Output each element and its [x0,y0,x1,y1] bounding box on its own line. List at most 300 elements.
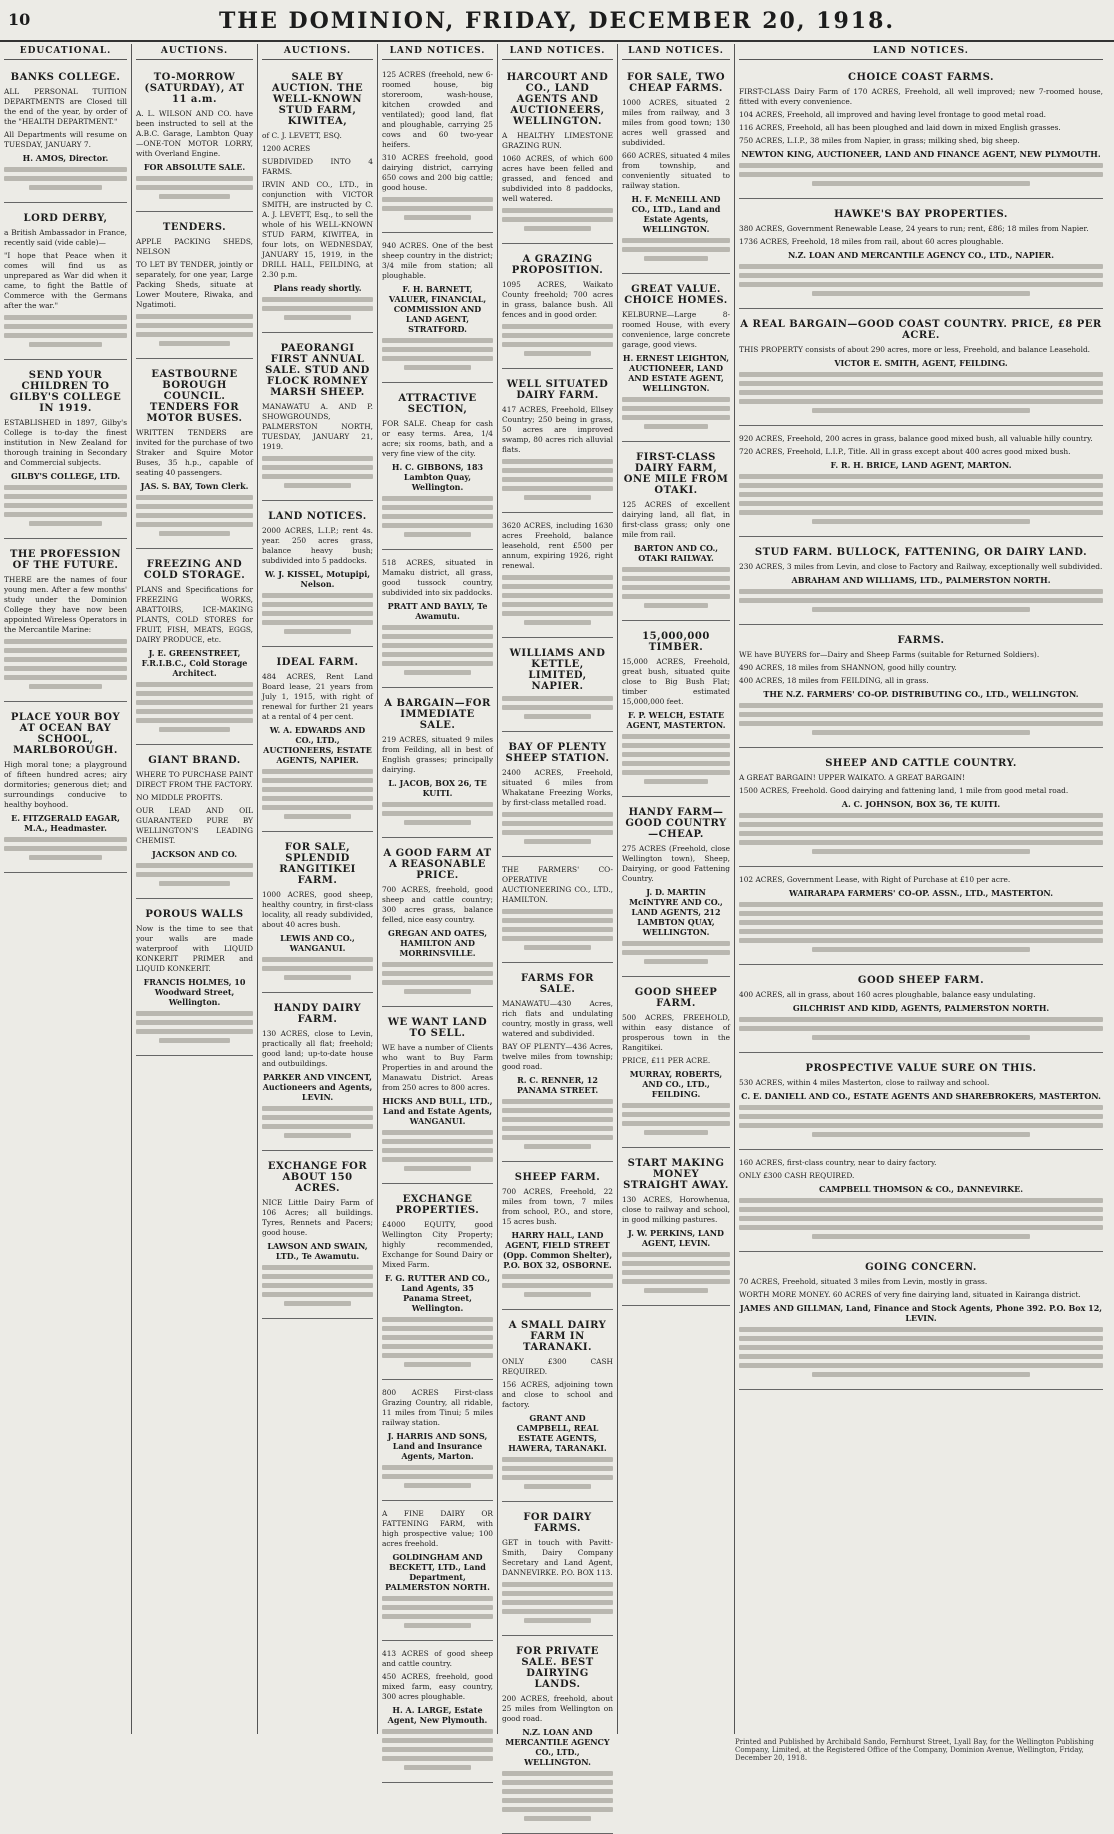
advertisement [739,969,1103,1053]
print-line [382,652,493,657]
print-line [502,1466,613,1471]
print-line [502,1108,613,1113]
print-line [136,522,253,527]
print-line [622,734,730,739]
ad-text: £4000 EQUITY, good Wellington City Property; highly recommended, Exchange for Sound Dairy or Mixed Farm. [382,1220,493,1269]
print-line [739,1017,1103,1022]
advertisement [262,997,373,1151]
print-line [622,594,730,599]
ad-signature: J. HARRIS AND SONS, Land and Insurance Agents, Marton. [387,1431,488,1461]
ad-text: "I hope that Peace when it comes will find us as unprepared as War did when it came, to fight the Battle of Commerce with the Germans after the war." [4,251,127,310]
ad-text: Now is the time to see that your walls are made waterproof with LIQUID KONKERIT PRIMER and LIQUID KONKERIT. [136,924,253,973]
print-line [262,602,373,607]
dense-print [136,682,253,732]
ad-text: of C. J. LEVETT, ESQ. [262,131,342,140]
print-line [739,163,1103,168]
print-line [4,333,127,338]
advertisement [502,1640,613,1834]
advertisement [262,66,373,333]
print-line [524,945,591,950]
print-line [502,1274,613,1279]
print-line [739,474,1103,479]
print-line [502,575,613,580]
dense-print [739,813,1103,854]
print-line [382,1729,493,1734]
print-line [382,1465,493,1470]
print-line [382,1335,493,1340]
ad-text: 104 ACRES, Freehold, all improved and having level frontage to good metal road. [739,110,1047,119]
print-line [284,1301,351,1306]
print-line [4,512,127,517]
print-line [4,648,127,653]
print-line [812,291,1030,296]
ad-heading: FOR SALE, SPLENDID RANGITIKEI FARM. [279,842,356,886]
print-line [382,625,493,630]
dense-print [622,941,730,964]
print-line [524,1484,591,1489]
print-line [382,1148,493,1153]
ad-text: THIS PROPERTY consists of about 290 acres, more or less, Freehold, and balance Leasehold. [739,345,1091,354]
advertisement [739,313,1103,426]
column-6 [618,44,735,1734]
ad-text: a British Ambassador in France, recently said (vide cable)— [4,228,127,247]
print-line [29,342,103,347]
ad-text: MANAWATU A. AND P. SHOWGROUNDS, PALMERSTON NORTH, TUESDAY, JANUARY 21, 1919. [262,402,373,451]
ad-signature: PRATT AND BAYLY, Te Awamutu. [387,601,488,621]
print-line [739,273,1103,278]
advertisement [382,1505,493,1641]
print-line [262,769,373,774]
print-line [382,962,493,967]
ad-text: 1000 ACRES, situated 2 miles from railway, and 3 miles from good town; 130 acres well grassed and subdivided. [622,98,730,147]
print-line [502,584,613,589]
print-line [739,483,1103,488]
dense-print [262,297,373,320]
print-line [4,485,127,490]
ad-signature: JACKSON AND CO. [151,849,238,859]
ad-heading: EXCHANGE PROPERTIES. [395,1194,480,1216]
print-line [136,504,253,509]
advertisement [262,1155,373,1319]
ad-text: BAY OF PLENTY—436 Acres, twelve miles from township; good road. [502,1042,613,1071]
ad-text: 130 ACRES, Horowhenua, close to railway and school, in good milking pastures. [622,1195,730,1224]
print-line [404,1623,471,1628]
dense-print [382,197,493,220]
print-line [812,849,1030,854]
dense-print [262,769,373,819]
ad-text: 1500 ACRES, Freehold. Good dairying and fattening land, 1 mile from good metal road. [739,786,1069,795]
ad-text: IRVIN AND CO., LTD., in conjunction with VICTOR SMITH, are instructed by C. A. J. LEVETT, Esq., to sell the whole of his WELL-KNOWN STUD FARM, KIWITEA, in four lots, on WEDNESDAY, JANUARY 15, 1919, in the DRILL HALL, FEILDING, at 2.30 p.m. [262,180,373,279]
print-line [739,264,1103,269]
print-line [622,761,730,766]
dense-print [739,589,1103,612]
ad-signature: GOLDINGHAM AND BECKETT, LTD., Land Department, PALMERSTON NORTH. [385,1552,490,1592]
dense-print [382,802,493,825]
advertisement [739,1154,1103,1252]
print-line [284,315,351,320]
ad-text: SUBDIVIDED INTO 4 FARMS. [262,157,373,176]
dense-print [502,1099,613,1149]
ad-text: NICE Little Dairy Farm of 106 Acres; all buildings. Tyres, Rennets and Pacers; good house. [262,1198,373,1237]
ad-heading: LORD DERBY, [23,213,108,224]
ad-text: A. L. WILSON AND CO. have been instructed to sell at the A.B.C. Garage, Lambton Quay—ONE-TON MOTOR LORRY, with Overland Engine. [136,109,253,158]
print-line [136,1011,253,1016]
ad-signature: H. C. GIBBONS, 183 Lambton Quay, Wellington. [391,462,484,492]
print-line [262,620,373,625]
ad-heading: LAND NOTICES. [268,511,367,522]
dense-print [382,1317,493,1367]
print-line [4,167,127,172]
ad-text: 484 ACRES, Rent Land Board lease, 21 years from July 1, 1915, with right of renewal for further 21 years at a rental of 4 per cent. [262,672,373,721]
print-line [159,341,229,346]
advertisement [502,1166,613,1310]
dense-print [4,167,127,190]
ad-text: KELBURNE—Large 8-roomed House, with every convenience, large concrete garage, good views. [622,310,730,349]
print-line [812,1234,1030,1239]
ad-signature: J. D. MARTIN McINTYRE AND CO., LAND AGENTS, 212 LAMBTON QUAY, WELLINGTON. [629,887,723,937]
print-line [812,947,1030,952]
ad-text: ESTABLISHED in 1897, Gilby's College is to-day the finest institution in New Zealand for thorough training in Secondary and Commercial subjects. [4,418,127,467]
ad-heading: GOOD SHEEP FARM. [857,975,985,986]
print-line [382,811,493,816]
print-line [622,1261,730,1266]
print-line [502,1609,613,1614]
dense-print [262,1265,373,1306]
print-line [524,1618,591,1623]
ad-text: TO LET BY TENDER, jointly or separately, for one year, Large Packing Sheds, situate at Lower Moutere, Riwaka, and Ngatimoti. [136,260,253,309]
dense-print [739,703,1103,735]
print-line [622,1270,730,1275]
print-line [524,495,591,500]
advertisement [739,66,1103,199]
print-line [622,567,730,572]
advertisement [382,1188,493,1380]
ad-text: 15,000 ACRES, Freehold, great bush, situated quite close to Big Bush Flat; timber estimated 15,000,000 feet. [622,657,730,706]
advertisement [502,861,613,963]
ad-text: 417 ACRES, Freehold, Ellsey Country; 250 being in grass, 50 acres are improved swamp, 80 acres rich alluvial flats. [502,405,613,454]
advertisement [136,216,253,359]
advertisement [382,1645,493,1783]
print-line [136,332,253,337]
ad-heading: FOR SALE, TWO CHEAP FARMS. [626,72,726,94]
advertisement [136,363,253,549]
ad-signature: FOR ABSOLUTE SALE. [143,162,246,172]
ad-signature: J. E. GREENSTREET, F.R.I.B.C., Cold Storage Architect. [141,648,248,678]
print-line [739,172,1103,177]
print-line [502,830,613,835]
ad-text: 130 ACRES, close to Levin, practically all flat; freehold; good land; up-to-date house and outbuildings. [262,1029,373,1068]
print-line [622,397,730,402]
print-line [262,1283,373,1288]
print-line [739,492,1103,497]
ad-signature: MURRAY, ROBERTS, AND CO., LTD., FEILDING. [629,1069,723,1099]
print-line [524,839,591,844]
ad-text: 530 ACRES, within 4 miles Masterton, close to railway and school. [739,1078,990,1087]
ad-heading: PLACE YOUR BOY AT OCEAN BAY SCHOOL, MARLBOROUGH. [10,712,121,756]
dense-print [502,812,613,844]
ad-text: FIRST-CLASS Dairy Farm of 170 ACRES, Freehold, all well improved; new 7-roomed house, fitted with every convenience. [739,87,1103,106]
dense-print [739,163,1103,186]
print-line [382,1756,493,1761]
print-line [739,510,1103,515]
print-line [382,661,493,666]
dense-print [739,1327,1103,1377]
ad-text: 700 ACRES, freehold, good sheep and cattle country; 300 acres grass, balance felled, nice easy country. [382,885,493,924]
ad-text: WORTH MORE MONEY. 60 ACRES of very fine dairying land, situated in Kairanga district. [739,1290,1081,1299]
ad-heading: EXCHANGE FOR ABOUT 150 ACRES. [267,1161,368,1194]
ad-text: 720 ACRES, Freehold, L.I.P., Title. All in grass except about 400 acres good mixed bush. [739,447,1071,456]
print-line [622,950,730,955]
ad-heading: IDEAL FARM. [276,657,359,668]
ad-signature: CAMPBELL THOMSON & CO., DANNEVIRKE. [818,1184,1024,1194]
ad-signature: F. R. H. BRICE, LAND AGENT, MARTON. [830,460,1012,470]
print-line [159,1038,229,1043]
ad-text: 125 ACRES (freehold, new 6-roomed house, big storeroom, wash-house, kitchen crowded and ventilated); good land, flat and ploughable, carrying 25 cows and 60 two-year heifers. [382,70,493,149]
advertisement [262,505,373,647]
dense-print [502,324,613,356]
print-line [739,372,1103,377]
print-line [502,602,613,607]
ad-text: 70 ACRES, Freehold, situated 3 miles from Levin, mostly in grass. [739,1277,988,1286]
page-number: 10 [8,10,31,29]
print-line [382,1353,493,1358]
print-line [404,1483,471,1488]
dense-print [502,575,613,625]
print-line [644,1288,709,1293]
print-line [502,611,613,616]
ad-text: 1200 ACRES [262,144,311,153]
print-line [502,217,613,222]
ad-signature: Plans ready shortly. [273,283,362,293]
ad-heading: ATTRACTIVE SECTION, [398,393,477,415]
dense-print [382,1729,493,1770]
print-line [812,181,1030,186]
column-4 [378,44,498,1734]
print-line [262,456,373,461]
ad-signature: LAWSON AND SWAIN, LTD., Te Awamutu. [267,1241,368,1261]
column-header: LAND NOTICES. [382,44,493,60]
ad-signature: R. C. RENNER, 12 PANAMA STREET. [516,1075,599,1095]
print-line [812,1035,1030,1040]
ad-text: 310 ACRES freehold, good dairying district, carrying 650 cows and 200 big cattle; good house. [382,153,493,192]
advertisement [382,387,493,550]
dense-print [739,372,1103,413]
ad-text: ALL PERSONAL TUITION DEPARTMENTS are Closed till the end of the year, by order of the "HEALTH DEPARTMENT." [4,87,127,126]
print-line [262,1274,373,1279]
advertisement [739,430,1103,537]
ad-heading: FOR DAIRY FARMS. [523,1512,592,1534]
print-line [502,1600,613,1605]
print-line [382,496,493,501]
ad-heading: WE WANT LAND TO SELL. [387,1017,488,1039]
advertisement [4,364,127,539]
advertisement [502,1314,613,1502]
print-line [502,1117,613,1122]
dense-print [4,639,127,689]
ad-signature: H. AMOS, Director. [22,153,109,163]
print-line [382,1614,493,1619]
print-line [382,197,493,202]
advertisement [502,736,613,857]
advertisement [382,554,493,688]
dense-print [622,238,730,261]
print-line [622,238,730,243]
print-line [739,920,1103,925]
print-line [262,306,373,311]
print-line [136,513,253,518]
print-line [382,523,493,528]
print-line [382,1474,493,1479]
dense-print [502,208,613,231]
dense-print [382,496,493,537]
print-line [136,323,253,328]
ad-heading: STUD FARM. BULLOCK, FATTENING, OR DAIRY LAND. [754,547,1088,558]
print-line [502,812,613,817]
print-line [502,821,613,826]
dense-print [739,474,1103,524]
print-line [502,1283,613,1288]
dense-print [4,485,127,526]
print-line [382,1139,493,1144]
advertisement [4,66,127,203]
print-line [622,406,730,411]
ad-signature: FRANCIS HOLMES, 10 Woodward Street, Wellington. [143,977,246,1007]
ad-signature: H. F. McNEILL AND CO., LTD., Land and Estate Agents, WELLINGTON. [631,194,721,234]
dense-print [622,1103,730,1135]
advertisement [382,842,493,1007]
print-line [739,1026,1103,1031]
ad-text: ONLY £300 CASH REQUIRED. [739,1171,855,1180]
dense-print [4,837,127,860]
advertisement [382,237,493,383]
print-line [502,468,613,473]
print-line [502,208,613,213]
print-line [262,474,373,479]
ad-text: 125 ACRES of excellent dairying land, all flat, in first-class grass; only one mile from rail. [622,500,730,539]
print-line [644,779,709,784]
print-line [136,495,253,500]
ad-heading: TO-MORROW (SATURDAY), AT 11 a.m. [144,72,245,105]
print-line [739,938,1103,943]
advertisement [136,903,253,1056]
ad-text: WHERE TO PURCHASE PAINT DIRECT FROM THE FACTORY. [136,770,253,789]
ad-text: GET in touch with Pavitt-Smith, Dairy Company Secretary and Land Agent, DANNEVIRKE. P.O. BOX 113. [502,1538,613,1577]
print-line [29,855,103,860]
print-line [502,1126,613,1131]
ad-text: 3620 ACRES, including 1630 acres Freehold, balance leasehold, rent £500 per annum, expiring 1926, right renewal. [502,521,613,570]
dense-print [136,1011,253,1043]
advertisement [502,517,613,638]
dense-print [382,962,493,994]
print-line [262,593,373,598]
print-line [136,1020,253,1025]
print-line [812,730,1030,735]
ad-signature: THE N.Z. FARMERS' CO-OP. DISTRIBUTING CO., LTD., WELLINGTON. [763,689,1079,699]
print-line [404,1166,471,1171]
dense-print [622,567,730,608]
ad-heading: TENDERS. [162,222,227,233]
print-line [382,505,493,510]
advertisement [4,706,127,873]
advertisement [262,651,373,832]
print-line [136,176,253,181]
print-line [622,585,730,590]
ad-text: 102 ACRES, Government Lease, with Right of Purchase at £10 per acre. [739,875,1011,884]
print-line [382,1130,493,1135]
print-line [739,1123,1103,1128]
dense-print [136,314,253,346]
ad-text: 490 ACRES, 18 miles from SHANNON, good hilly country. [739,663,957,672]
ad-text: 380 ACRES, Government Renewable Lease, 24 years to run; rent, £86; 18 miles from Napier. [739,224,1089,233]
ad-signature: L. JACOB, BOX 26, TE KUITI. [388,778,487,798]
print-line [739,1354,1103,1359]
ad-text: PRICE, £11 PER ACRE. [622,1056,711,1065]
print-line [382,1326,493,1331]
print-line [502,342,613,347]
print-line [622,1112,730,1117]
print-line [404,365,471,370]
print-line [644,1130,709,1135]
print-line [524,351,591,356]
print-line [644,959,709,964]
advertisement [136,553,253,745]
ad-signature: N.Z. LOAN AND MERCANTILE AGENCY CO., LTD., NAPIER. [788,250,1054,260]
print-line [739,282,1103,287]
advertisement [622,625,730,797]
print-line [262,1115,373,1120]
print-line [136,863,253,868]
ad-text: NO MIDDLE PROFITS. [136,793,223,802]
ad-heading: POROUS WALLS [145,909,244,920]
ad-text: 940 ACRES. One of the best sheep country in the district; 3/4 mile from station; all ploughable. [382,241,493,280]
print-line [4,503,127,508]
dense-print [262,957,373,980]
masthead [0,0,1114,42]
advertisement [502,66,613,244]
print-line [644,424,709,429]
column-3 [258,44,378,1734]
print-line [739,1105,1103,1110]
ad-heading: FARMS. [897,635,945,646]
print-line [739,390,1103,395]
ad-signature: F. H. BARNETT, VALUER, FINANCIAL, COMMISSION AND LAND AGENT, STRATFORD. [388,284,487,334]
print-line [524,714,591,719]
print-line [4,639,127,644]
ad-heading: BANKS COLLEGE. [10,72,121,83]
print-line [4,657,127,662]
ad-text: APPLE PACKING SHEDS, NELSON [136,237,253,256]
dense-print [739,1198,1103,1239]
print-line [262,465,373,470]
print-line [382,980,493,985]
dense-print [4,315,127,347]
ad-heading: SEND YOUR CHILDREN TO GILBY'S COLLEGE IN 1919. [9,370,122,414]
ad-heading: WILLIAMS AND KETTLE, LIMITED, NAPIER. [509,648,606,692]
print-line [4,494,127,499]
print-line [739,840,1103,845]
print-line [502,1798,613,1803]
advertisement [262,836,373,993]
ad-heading: START MAKING MONEY STRAIGHT AWAY. [623,1158,729,1191]
advertisement [136,66,253,212]
ad-text: MANAWATU—430 Acres, rich flats and undulating country, mostly in grass, well watered and subdivided. [502,999,613,1038]
column-header: AUCTIONS. [262,44,373,60]
advertisement [739,203,1103,309]
print-line [739,1363,1103,1368]
print-line [502,696,613,701]
print-line [262,297,373,302]
print-line [382,356,493,361]
